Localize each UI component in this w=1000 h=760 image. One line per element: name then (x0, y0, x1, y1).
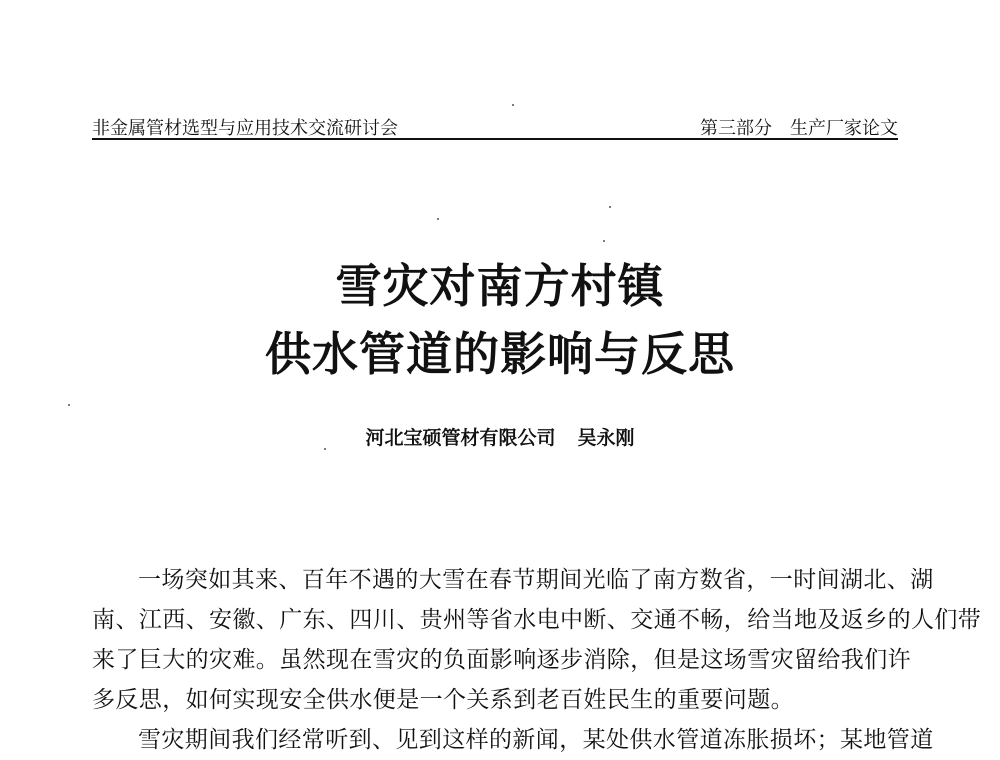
scan-speck (437, 218, 439, 220)
header-conference-title: 非金属管材选型与应用技术交流研讨会 (92, 118, 398, 139)
author-organization: 河北宝硕管材有限公司 (365, 427, 556, 449)
running-header (92, 108, 898, 140)
scan-speck (324, 448, 326, 450)
scan-speck (609, 206, 611, 208)
author-name: 吴永刚 (577, 427, 635, 449)
article-title-line-1: 雪灾对南方村镇 (335, 259, 665, 313)
article-title-line-2: 供水管道的影响与反思 (265, 327, 735, 381)
body-line: 南、江西、安徽、广东、四川、贵州等省水电中断、交通不畅，给当地及返乡的人们带 (92, 607, 982, 633)
scan-speck (68, 404, 70, 406)
body-line: 多反思，如何实现安全供水便是一个关系到老百姓民生的重要问题。 (92, 687, 794, 713)
header-section-title: 第三部分 生产厂家论文 (700, 118, 898, 139)
body-line: 一场突如其来、百年不遇的大雪在春节期间光临了南方数省，一时间湖北、湖 (138, 567, 934, 593)
article-body (92, 560, 982, 760)
body-line: 来了巨大的灾难。虽然现在雪灾的负面影响逐步消除，但是这场雪灾留给我们许 (92, 647, 911, 673)
scan-speck (603, 240, 605, 242)
body-line: 雪灾期间我们经常听到、见到这样的新闻，某处供水管道冻胀损坏；某地管道 (138, 727, 934, 753)
scan-speck (512, 104, 514, 106)
byline (0, 423, 1000, 450)
